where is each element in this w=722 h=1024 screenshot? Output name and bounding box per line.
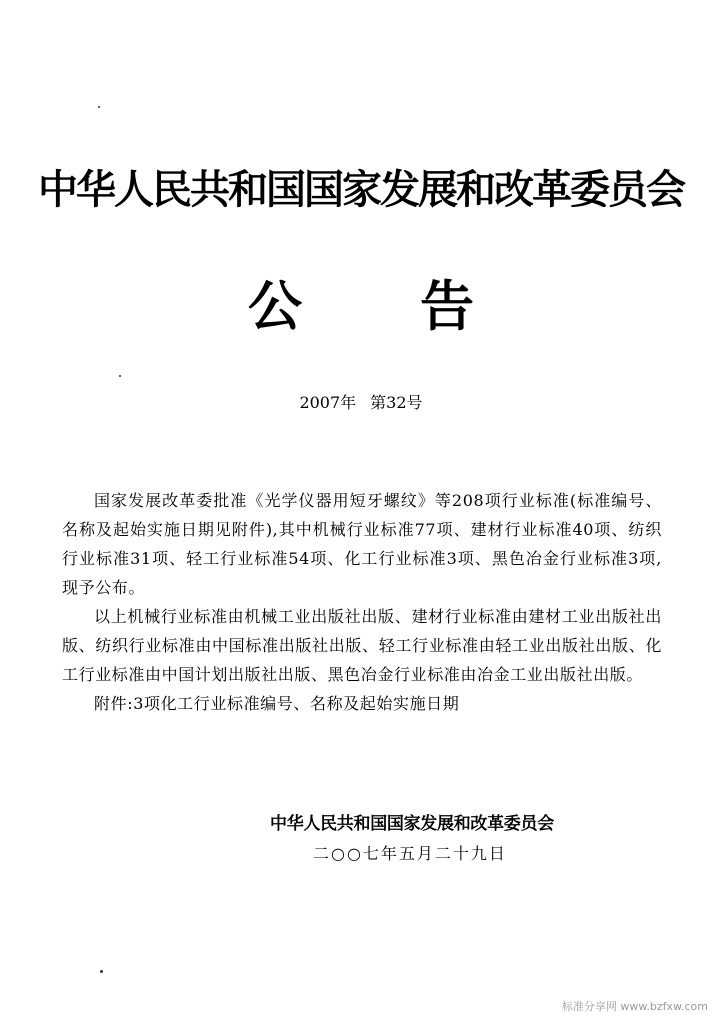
document-body xyxy=(62,486,662,718)
signer-organization: 中华人民共和国国家发展和改革委员会 xyxy=(270,814,554,834)
body-paragraph-1: 国家发展改革委批准《光学仪器用短牙螺纹》等208项行业标准(标准编号、名称及起始实施日期见附件),其中机械行业标准77项、建材行业标准40项、纺织行业标准31项、轻工行业标准54项、化工行业标准3项、黑色冶金行业标准3项,现予公布。 xyxy=(62,491,662,597)
scan-speck xyxy=(98,106,100,108)
scan-speck xyxy=(119,375,121,377)
body-paragraph-attachment: 附件:3项化工行业标准编号、名称及起始实施日期 xyxy=(94,694,460,713)
document-title: 中华人民共和国国家发展和改革委员会 xyxy=(38,167,684,213)
scan-speck xyxy=(100,970,103,973)
subtitle-char-2: 告 xyxy=(420,275,474,338)
body-paragraph-2: 以上机械行业标准由机械工业出版社出版、建材行业标准由建材工业出版社出版、纺织行业标准由中国标准出版社出版、轻工行业标准由轻工业出版社出版、化工行业标准由中国计划出版社出版、黑色冶金行业标准由冶金工业出版社出版。 xyxy=(62,607,662,684)
document-issue-number: 第32号 xyxy=(370,393,423,412)
document-number xyxy=(0,392,722,414)
subtitle-char-1: 公 xyxy=(248,275,302,338)
document-year: 2007年 xyxy=(299,393,357,412)
document-subtitle xyxy=(0,274,722,340)
signing-date: 二○○七年五月二十九日 xyxy=(313,844,507,863)
site-watermark: 标准分享网 www.bzfxw.com xyxy=(561,1000,708,1013)
